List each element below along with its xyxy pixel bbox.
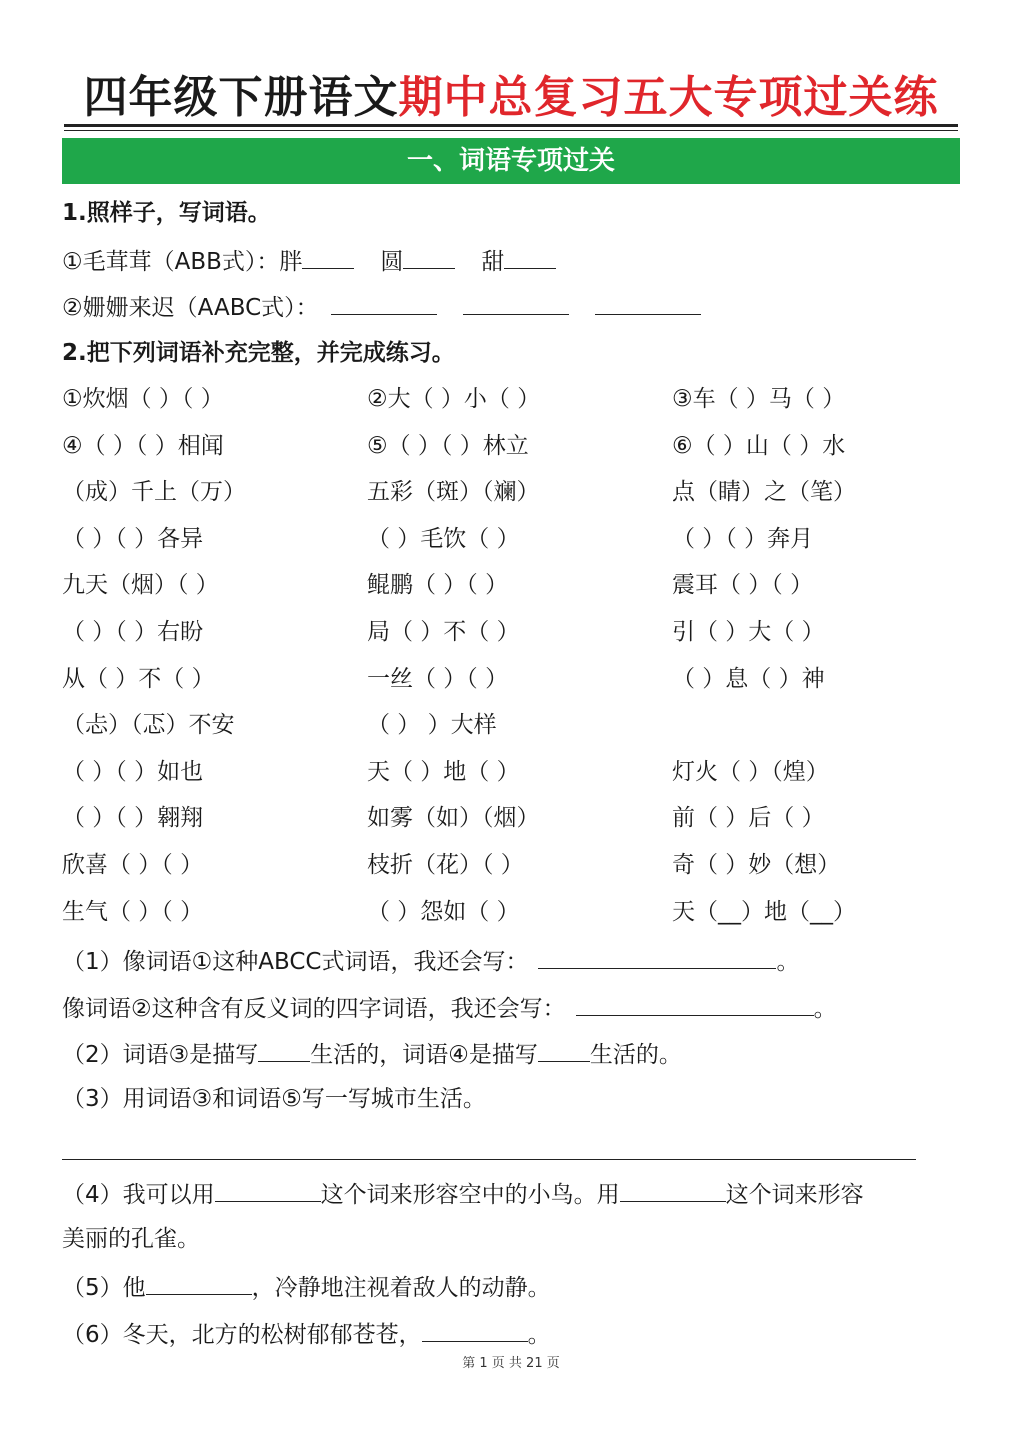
- word-item[interactable]: 前（ ）后（ ）: [672, 805, 825, 831]
- answer-blank[interactable]: [595, 290, 701, 315]
- word-item[interactable]: 灯火（ ）（煌）: [672, 759, 829, 785]
- exercise-5: [62, 1270, 551, 1303]
- q1-line1-prefix: ①毛茸茸（ABB式）：胖: [62, 249, 303, 275]
- word-item[interactable]: ②大（ ）小（ ）: [367, 386, 541, 412]
- word-item[interactable]: ⑤（ ）（ ）林立: [367, 433, 529, 459]
- word-item[interactable]: （ ）（ ）翱翔: [62, 805, 204, 831]
- word-item[interactable]: 生气（ ）（ ）: [62, 899, 204, 925]
- q1-line1-word2: 圆: [380, 249, 404, 275]
- exercise-1b: [62, 991, 837, 1024]
- q1-heading: 1.照样子，写词语。: [62, 200, 271, 226]
- word-item[interactable]: ①炊烟（ ）（ ）: [62, 386, 224, 412]
- exercise-4-part-a: （4）我可以用: [62, 1182, 215, 1208]
- answer-blank[interactable]: [538, 1037, 590, 1062]
- answer-blank[interactable]: [403, 244, 455, 269]
- word-item[interactable]: （ ）（ ）奔月: [672, 526, 814, 552]
- answer-blank[interactable]: [620, 1177, 726, 1202]
- word-item[interactable]: 天（ ）地（ ）: [367, 759, 520, 785]
- title-red: 期中总复习五大专项过关练: [398, 72, 939, 123]
- answer-blank[interactable]: [215, 1177, 321, 1202]
- word-item[interactable]: 五彩（斑）（斓）: [367, 479, 540, 505]
- word-item[interactable]: 点（睛）之（笔）: [672, 479, 856, 505]
- word-item[interactable]: 如雾（如）（烟）: [367, 805, 540, 831]
- word-item[interactable]: 鲲鹏（ ）（ ）: [367, 572, 509, 598]
- q1-line1: [62, 244, 556, 277]
- exercise-1a-end: 。: [776, 949, 800, 975]
- answer-blank[interactable]: [422, 1317, 528, 1342]
- q1-line2-prefix: ②姗姗来迟（AABC式）：: [62, 295, 319, 321]
- exercise-4-part-b: 这个词来形容空中的小鸟。用: [320, 1182, 620, 1208]
- answer-blank[interactable]: [258, 1037, 310, 1062]
- word-item[interactable]: ⑥（ ）山（ ）水: [672, 433, 846, 459]
- exercise-5-part-b: ，冷静地注视着敌人的动静。: [251, 1275, 551, 1301]
- exercise-2: [62, 1037, 682, 1070]
- page-title: [0, 66, 1022, 130]
- answer-blank[interactable]: [463, 290, 569, 315]
- word-item[interactable]: （ ）（ ）右盼: [62, 619, 204, 645]
- exercise-6-part-b: 。: [527, 1322, 551, 1348]
- q1-line1-word3: 甜: [481, 249, 505, 275]
- exercise-2-part-a: （2）词语③是描写: [62, 1042, 259, 1068]
- word-item[interactable]: （ ）息（ ）神: [672, 666, 825, 692]
- title-rule-thin: [64, 130, 958, 131]
- exercise-4-cont: 美丽的孔雀。: [62, 1226, 200, 1252]
- answer-blank[interactable]: [538, 944, 776, 969]
- word-item[interactable]: （ ） ）大样: [367, 712, 497, 738]
- exercise-3: （3）用词语③和词语⑤写一写城市生活。: [62, 1086, 486, 1112]
- exercise-2-part-b: 生活的，词语④是描写: [310, 1042, 538, 1068]
- word-item[interactable]: 天（__）地（__）: [672, 899, 856, 925]
- word-item[interactable]: （成）千上（万）: [62, 479, 246, 505]
- exercise-1b-end: 。: [813, 996, 837, 1022]
- answer-blank[interactable]: [504, 244, 556, 269]
- exercise-4: [62, 1177, 864, 1210]
- word-item[interactable]: 引（ ）大（ ）: [672, 619, 825, 645]
- exercise-1a-text: （1）像词语①这种ABCC式词语，我还会写：: [62, 949, 529, 975]
- q2-heading: 2.把下列词语补充完整，并完成练习。: [62, 340, 455, 366]
- exercise-4-part-c: 这个词来形容: [725, 1182, 864, 1208]
- word-item[interactable]: 九天（烟）（ ）: [62, 572, 219, 598]
- word-item[interactable]: 局（ ）不（ ）: [367, 619, 520, 645]
- title-rule-thick: [64, 124, 958, 127]
- q1-line2: [62, 290, 701, 323]
- page-footer: 第 1 页 共 21 页: [462, 1356, 560, 1371]
- exercise-2-part-c: 生活的。: [589, 1042, 682, 1068]
- exercise-1b-text: 像词语②这种含有反义词的四字词语，我还会写：: [62, 996, 566, 1022]
- answer-blank[interactable]: [146, 1270, 252, 1295]
- exercise-5-part-a: （5）他: [62, 1275, 146, 1301]
- word-item[interactable]: （ ）（ ）如也: [62, 759, 204, 785]
- word-item[interactable]: 欣喜（ ）（ ）: [62, 852, 204, 878]
- word-item[interactable]: （ ）毛饮（ ）: [367, 526, 520, 552]
- word-item[interactable]: 从（ ）不（ ）: [62, 666, 215, 692]
- answer-blank[interactable]: [331, 290, 437, 315]
- exercise-6-part-a: （6）冬天，北方的松树郁郁苍苍，: [62, 1322, 422, 1348]
- answer-blank[interactable]: [302, 244, 354, 269]
- word-item[interactable]: 一丝（ ）（ ）: [367, 666, 509, 692]
- word-item[interactable]: （ ）（ ）各异: [62, 526, 204, 552]
- word-item[interactable]: ③车（ ）马（ ）: [672, 386, 846, 412]
- section-banner: 一、词语专项过关: [62, 138, 960, 184]
- exercise-1a: [62, 944, 799, 977]
- title-black: 四年级下册语文: [83, 72, 399, 123]
- writing-line[interactable]: [62, 1159, 916, 1160]
- word-item[interactable]: 奇（ ）妙（想）: [672, 852, 841, 878]
- word-item[interactable]: （ ）怨如（ ）: [367, 899, 520, 925]
- exercise-6: [62, 1317, 551, 1350]
- word-item[interactable]: 枝折（花）（ ）: [367, 852, 524, 878]
- word-item[interactable]: （忐）（忑）不安: [62, 712, 235, 738]
- word-item[interactable]: 震耳（ ）（ ）: [672, 572, 814, 598]
- answer-blank[interactable]: [576, 991, 814, 1016]
- word-item[interactable]: ④（ ）（ ）相闻: [62, 433, 224, 459]
